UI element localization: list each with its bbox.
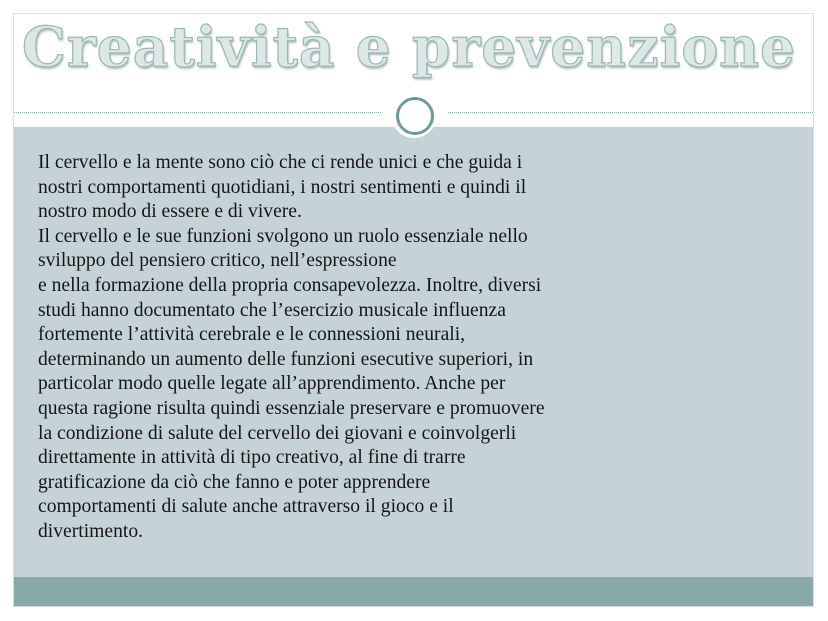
body-line: direttamente in attività di tipo creativo, al fine di trarre [38, 447, 466, 469]
body-line: questa ragione risulta quindi essenziale preservare e promuovere [38, 397, 545, 419]
body-line: fortemente l’attività cerebrale e le connessioni neurali, [38, 324, 466, 346]
body-line: divertimento. [38, 520, 144, 542]
body-line: la condizione di salute del cervello dei giovani e coinvolgerli [38, 422, 517, 444]
header-divider-left [14, 112, 381, 113]
body-line: nostro modo di essere e di vivere. [38, 201, 302, 223]
body-line: particolar modo quelle legate all’apprendimento. Anche per [38, 373, 506, 395]
body-line: Il cervello e le sue funzioni svolgono un ruolo essenziale nello [38, 225, 528, 247]
body-line: Il cervello e la mente sono ciò che ci rende unici e che guida i [38, 152, 523, 173]
footer-band [14, 577, 813, 606]
circle-ornament-icon [391, 92, 437, 138]
body-line: gratificazione da ciò che fanno e poter apprendere [38, 471, 431, 493]
ornament-ring [396, 97, 434, 135]
slide-title: Creatività e prevenzione [22, 14, 797, 79]
body-text [38, 151, 658, 545]
body-line: sviluppo del pensiero critico, nell’espressione [38, 250, 397, 272]
body-line: determinando un aumento delle funzioni esecutive superiori, in [38, 348, 534, 370]
body-line: nostri comportamenti quotidiani, i nostri sentimenti e quindi il [38, 176, 527, 198]
body-line: e nella formazione della propria consapevolezza. Inoltre, diversi [38, 274, 542, 296]
slide [13, 13, 814, 607]
body-line: comportamenti di salute anche attraverso il gioco e il [38, 496, 454, 518]
header-divider-right [448, 112, 814, 113]
body-line: studi hanno documentato che l’esercizio musicale influenza [38, 299, 506, 321]
